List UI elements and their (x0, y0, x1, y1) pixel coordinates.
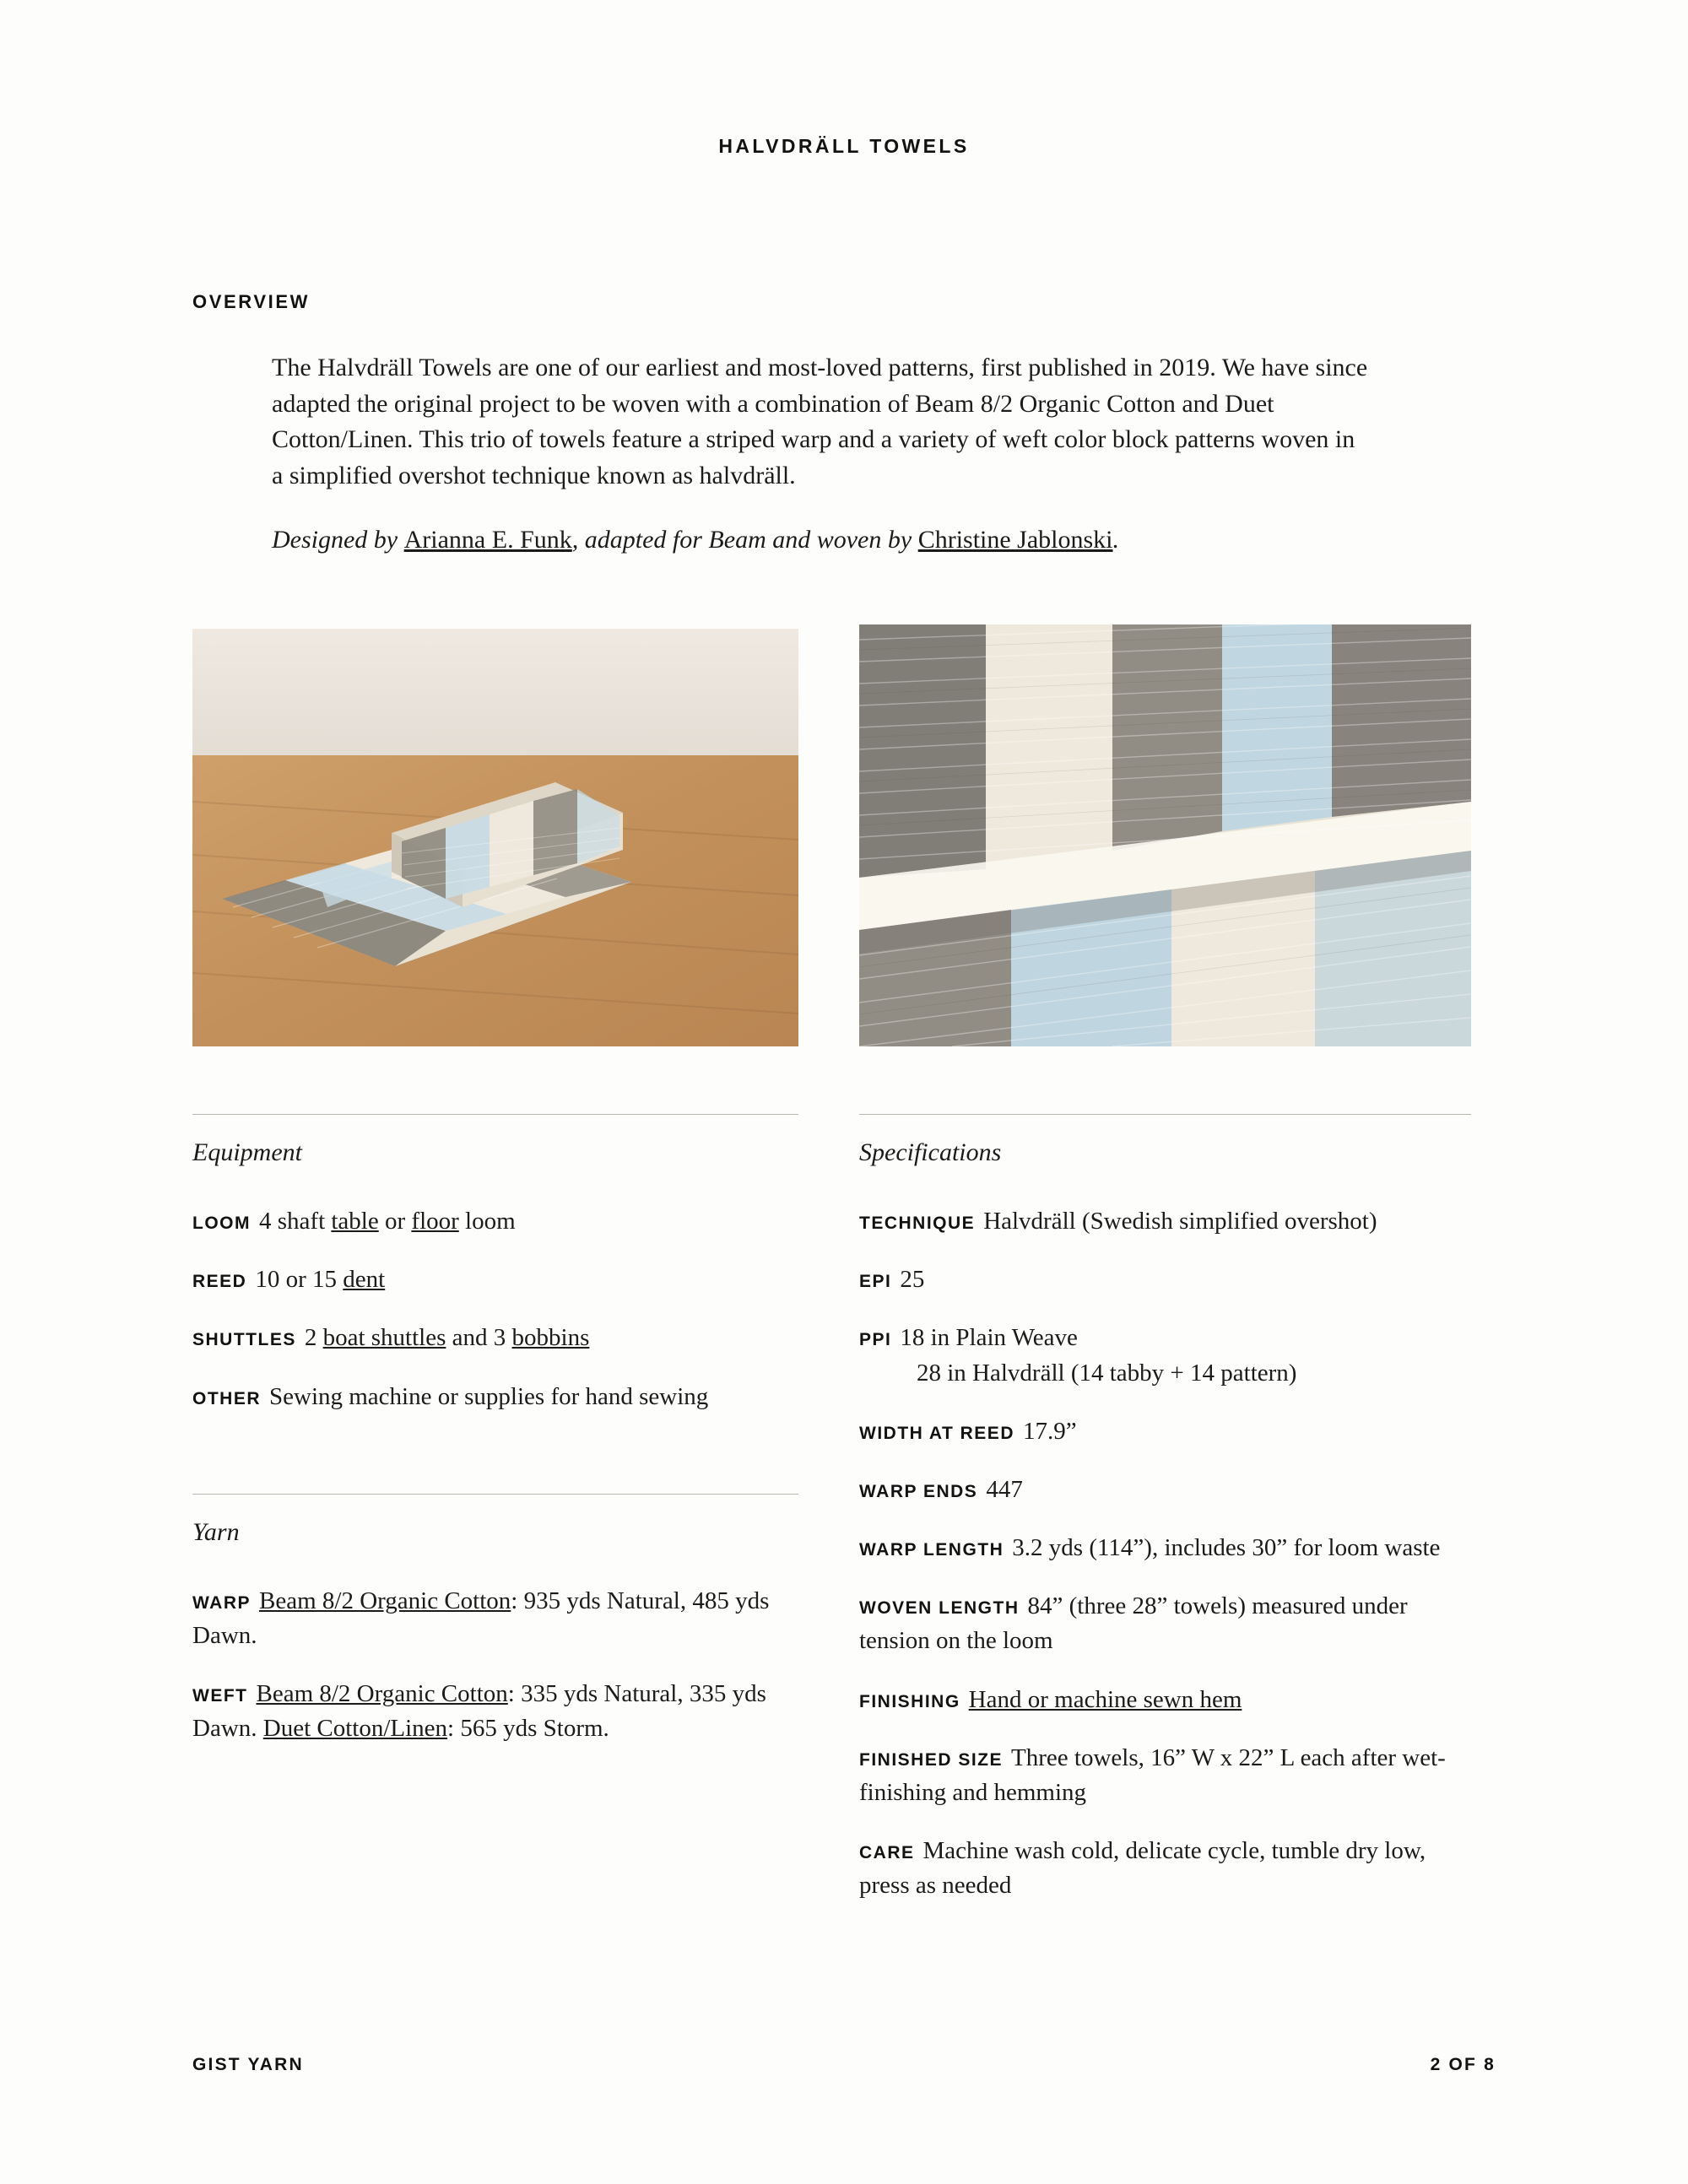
spec-value-ppi-secondary: 28 in Halvdräll (14 tabby + 14 pattern) (917, 1359, 1297, 1387)
equipment-label-other: OTHER (192, 1388, 261, 1408)
equipment-item-shuttles (192, 1321, 798, 1355)
credit-prefix: Designed by (272, 526, 404, 554)
yarn-item-warp (192, 1584, 798, 1653)
credit-middle: , adapted for Beam and woven by (571, 526, 918, 554)
spec-item-finishing (859, 1683, 1471, 1717)
spec-label-technique: TECHNIQUE (859, 1214, 976, 1233)
equipment-list (192, 1204, 798, 1414)
equipment-title: Equipment (192, 1138, 302, 1166)
yarn-value-warp: Beam 8/2 Organic Cotton: 935 yds Natural, 485 yds Dawn. (192, 1587, 770, 1649)
spec-label-finished-size: FINISHED SIZE (859, 1749, 1004, 1770)
spec-value-epi: 25 (900, 1266, 925, 1294)
equipment-column (192, 1114, 798, 1770)
photo-folded-towels-on-wood-table (192, 629, 798, 1046)
photo-towel-detail-closeup (859, 624, 1471, 1046)
overview-heading: OVERVIEW (192, 291, 310, 312)
spec-item-ppi (859, 1321, 1471, 1390)
equipment-value-reed: 10 or 15 dent (255, 1266, 386, 1294)
towel-detail-illustration (859, 624, 1471, 1046)
equipment-label-reed: REED (192, 1272, 247, 1292)
spec-label-ppi: PPI (859, 1330, 892, 1350)
spec-value-ppi: 18 in Plain Weave (900, 1324, 1078, 1352)
divider (859, 1114, 1471, 1115)
spec-label-care: CARE (859, 1843, 915, 1863)
spec-item-warp-length (859, 1531, 1471, 1565)
weaver-link[interactable]: Christine Jablonski (917, 526, 1113, 554)
spec-label-woven-length: WOVEN LENGTH (859, 1598, 1020, 1619)
folded-towels-illustration (192, 629, 798, 1046)
equipment-label-loom: LOOM (192, 1214, 251, 1233)
credit-suffix: . (1112, 526, 1120, 554)
spec-value-care: Machine wash cold, delicate cycle, tumble dry low, press as needed (859, 1837, 1426, 1900)
overview-paragraph: The Halvdräll Towels are one of our earliest and most-loved patterns, first published in 2019. We have since adapted the original project to be woven with a combination of Beam 8/2 Organic Cotton and Duet Cotton/Linen. This trio of towels feature a striped warp and a variety of weft color block patterns woven in a simplified overshot technique known as halvdräll. (272, 354, 1368, 489)
yarn-label-weft: WEFT (192, 1686, 248, 1706)
spec-value-width-at-reed: 17.9” (1022, 1417, 1077, 1445)
specifications-title: Specifications (859, 1138, 1002, 1166)
equipment-value-other: Sewing machine or supplies for hand sewing (269, 1382, 709, 1410)
equipment-value-shuttles: 2 boat shuttles and 3 bobbins (304, 1324, 590, 1352)
spec-label-warp-length: WARP LENGTH (859, 1540, 1004, 1560)
divider (192, 1114, 798, 1115)
spec-item-warp-ends (859, 1473, 1471, 1507)
spec-label-width-at-reed: WIDTH AT REED (859, 1423, 1014, 1443)
page-content (192, 0, 1496, 2184)
spec-item-width-at-reed (859, 1414, 1471, 1449)
yarn-list (192, 1584, 798, 1747)
divider (192, 1494, 798, 1495)
spec-item-finished-size (859, 1741, 1471, 1810)
equipment-item-loom (192, 1204, 798, 1239)
spec-value-warp-length: 3.2 yds (114”), includes 30” for loom waste (1012, 1534, 1441, 1562)
spec-label-epi: EPI (859, 1272, 892, 1292)
spec-value-finishing[interactable]: Hand or machine sewn hem (968, 1685, 1242, 1713)
spec-value-warp-ends: 447 (986, 1475, 1023, 1503)
yarn-title: Yarn (192, 1517, 240, 1546)
spec-item-epi (859, 1262, 1471, 1297)
equipment-item-reed (192, 1262, 798, 1297)
yarn-value-weft: Beam 8/2 Organic Cotton: 335 yds Natural, 335 yds Dawn. Duet Cotton/Linen: 565 yds Storm. (192, 1680, 766, 1743)
spec-item-care (859, 1834, 1471, 1903)
footer-page-number: 2 OF 8 (1430, 2055, 1496, 2074)
spacer (192, 1438, 798, 1494)
yarn-item-weft (192, 1677, 798, 1746)
equipment-item-other (192, 1380, 798, 1414)
yarn-label-warp: WARP (192, 1592, 251, 1613)
spec-value-technique: Halvdräll (Swedish simplified overshot) (983, 1208, 1377, 1235)
spec-value-woven-length: 84” (three 28” towels) measured under tension on the loom (859, 1592, 1408, 1655)
overview-credit (272, 522, 1369, 559)
specifications-column (859, 1114, 1471, 1927)
page-title: HALVDRÄLL TOWELS (718, 135, 970, 157)
footer-brand: GIST YARN (192, 2055, 304, 2074)
specifications-list (859, 1204, 1471, 1903)
designer-link[interactable]: Arianna E. Funk (403, 526, 572, 554)
equipment-value-loom: 4 shaft table or floor loom (259, 1208, 516, 1235)
spec-label-warp-ends: WARP ENDS (859, 1481, 978, 1501)
spec-item-technique (859, 1204, 1471, 1239)
overview-body (272, 350, 1369, 584)
equipment-label-shuttles: SHUTTLES (192, 1330, 296, 1350)
spec-value-finished-size: Three towels, 16” W x 22” L each after wet-finishing and hemming (859, 1743, 1446, 1806)
spec-item-woven-length (859, 1589, 1471, 1658)
spec-label-finishing: FINISHING (859, 1691, 960, 1711)
